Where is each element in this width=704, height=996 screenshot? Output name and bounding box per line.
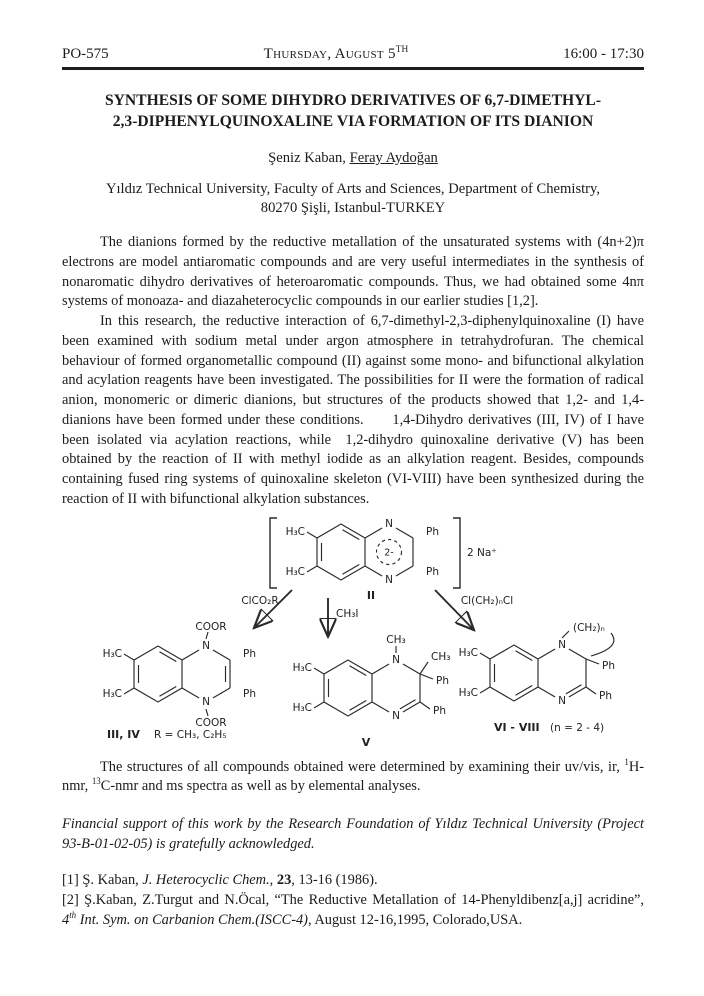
phenyl-label: Ph xyxy=(599,689,612,702)
bridge-label: (CH₂)ₙ xyxy=(573,621,605,634)
references xyxy=(62,870,644,930)
affiliation-line1: Yıldız Technical University, Faculty of Arts and Sciences, Department of Chemistry, xyxy=(105,180,601,197)
reaction-scheme xyxy=(32,514,672,752)
paragraph-research: In this research, the reductive interaction of 6,7-dimethyl-2,3-diphenylquinoxaline (I) have been examined with sodium metal under argon atmosphere in tetrahydrofuran. The chemical behaviour of formed organometallic compound (II) against some mono- and bifunctional alkylation and acylation reagents have been investigated. The possibilities for II were the formation of radical anion, monomeric or dimeric dianions, but structures of the products showed that 1,2- and 1,4-dianions have been formed under these conditions. 1,4-Dihydro derivatives (III, IV) of I have been isolated via acylation reactions, while 1,2-dihydro quinoxaline derivative (V) has been obtained by the reaction of II with methyl iodide as an alkylation reagent. Besides, compounds containing fused ring systems of quinoxaline skeleton (VI-VIII) have been synthesized during the reaction of II with bifunctional alkylation substances. xyxy=(62,313,644,507)
affiliation-line2: 80270 Şişli, Istanbul-TURKEY xyxy=(260,200,446,217)
n-range-definition: (n = 2 - 4) xyxy=(550,721,605,734)
reference-2: [2] Ş.Kaban, Z.Turgut and N.Öcal, “The Reductive Metallation of 14-Phenyldibenz[a,j] acridine”, 4th Int. Sym. on Carbanion Chem.(ISCC-4), August 12-16,1995, Colorado,USA. xyxy=(62,892,644,929)
nitrogen-label: N xyxy=(202,695,210,708)
reference-1: [1] Ş. Kaban, J. Heterocyclic Chem., 23, 13-16 (1986). xyxy=(62,871,378,888)
methyl-label: H₃C xyxy=(458,686,478,699)
phenyl-label: Ph xyxy=(436,674,449,687)
bracket-left xyxy=(270,518,277,588)
dianion-structure xyxy=(270,518,497,602)
product-structure-V xyxy=(293,634,451,749)
nitrogen-label: N xyxy=(202,639,210,652)
methyl-label: H₃C xyxy=(285,525,305,538)
bridge-bond xyxy=(591,633,614,656)
phenyl-label: Ph xyxy=(426,525,439,538)
session-time: 16:00 - 17:30 xyxy=(563,46,644,62)
acknowledgment: Financial support of this work by the Research Foundation of Yıldız Technical University (Project 93-B-01-02-05) is gratefully acknowledged. xyxy=(62,816,644,853)
r-group-definition: R = CH₃, C₂H₅ xyxy=(154,728,227,741)
phenyl-label: Ph xyxy=(243,687,256,700)
nitrogen-label: N xyxy=(558,638,566,651)
paragraph-characterization: The structures of all compounds obtained were determined by examining their uv/vis, ir, $^1$H-nmr, $^{13}$C-nmr and ms spectra as well as by elemental analyses. xyxy=(62,756,644,795)
compound-label-VI-VIII: VI - VIII xyxy=(494,720,540,734)
nitrogen-label: N xyxy=(392,653,400,666)
phenyl-label: Ph xyxy=(602,659,615,672)
carbamate-label: COOR xyxy=(195,716,227,729)
phenyl-label: Ph xyxy=(433,704,446,717)
paper-title-line1: SYNTHESIS OF SOME DIHYDRO DERIVATIVES OF 6,7-DIMETHYL- xyxy=(104,92,602,109)
reagent-label-middle: CH₃I xyxy=(336,607,359,620)
phenyl-label: Ph xyxy=(426,565,439,578)
methyl-label: H₃C xyxy=(458,646,478,659)
charge-label: 2- xyxy=(384,547,394,559)
reagent-label-left: ClCO₂R xyxy=(241,594,279,607)
reagent-label-right: Cl(CH₂)ₙCl xyxy=(460,594,514,607)
carbamate-label: COOR xyxy=(195,620,227,633)
authors: Şeniz Kaban, Feray Aydoğan xyxy=(268,149,438,166)
nitrogen-label: N xyxy=(392,709,400,722)
nitrogen-label: N xyxy=(385,573,393,586)
phenyl-label: Ph xyxy=(243,647,256,660)
nitrogen-label: N xyxy=(558,694,566,707)
compound-label-III-IV: III, IV xyxy=(107,727,140,741)
counterion-label: 2 Na⁺ xyxy=(467,546,497,559)
methyl-label: H₃C xyxy=(285,565,305,578)
bracket-right xyxy=(453,518,460,588)
compound-label-V: V xyxy=(361,735,371,749)
product-structure-VI-VIII xyxy=(459,622,615,734)
c-methyl-label: CH₃ xyxy=(431,650,451,663)
session-date: Thursday, August 5TH xyxy=(263,45,409,62)
paper-title xyxy=(62,91,644,133)
methyl-label: H₃C xyxy=(292,701,312,714)
product-structure-III-IV xyxy=(103,621,256,741)
poster-number: PO-575 xyxy=(62,46,109,62)
nitrogen-label: N xyxy=(385,517,393,530)
page-header xyxy=(62,46,644,70)
compound-label-II: II xyxy=(366,588,376,602)
methyl-label: H₃C xyxy=(292,661,312,674)
paper-title-line2: 2,3-DIPHENYLQUINOXALINE VIA FORMATION OF ITS DIANION xyxy=(112,112,594,130)
paragraph-intro: The dianions formed by the reductive metallation of the unsaturated systems with (4n+2)π electrons are model antiaromatic compounds and are very useful intermediates in the synthesis of nonaromatic dihydro derivatives of heteroaromatic compounds. Thus, we had obtained some 4nπ systems of monoaza- and diazaheterocyclic compounds in our earlier studies [1,2]. xyxy=(62,234,644,310)
methyl-label: H₃C xyxy=(102,647,122,660)
methyl-label: H₃C xyxy=(102,687,122,700)
n-methyl-label: CH₃ xyxy=(386,633,406,646)
